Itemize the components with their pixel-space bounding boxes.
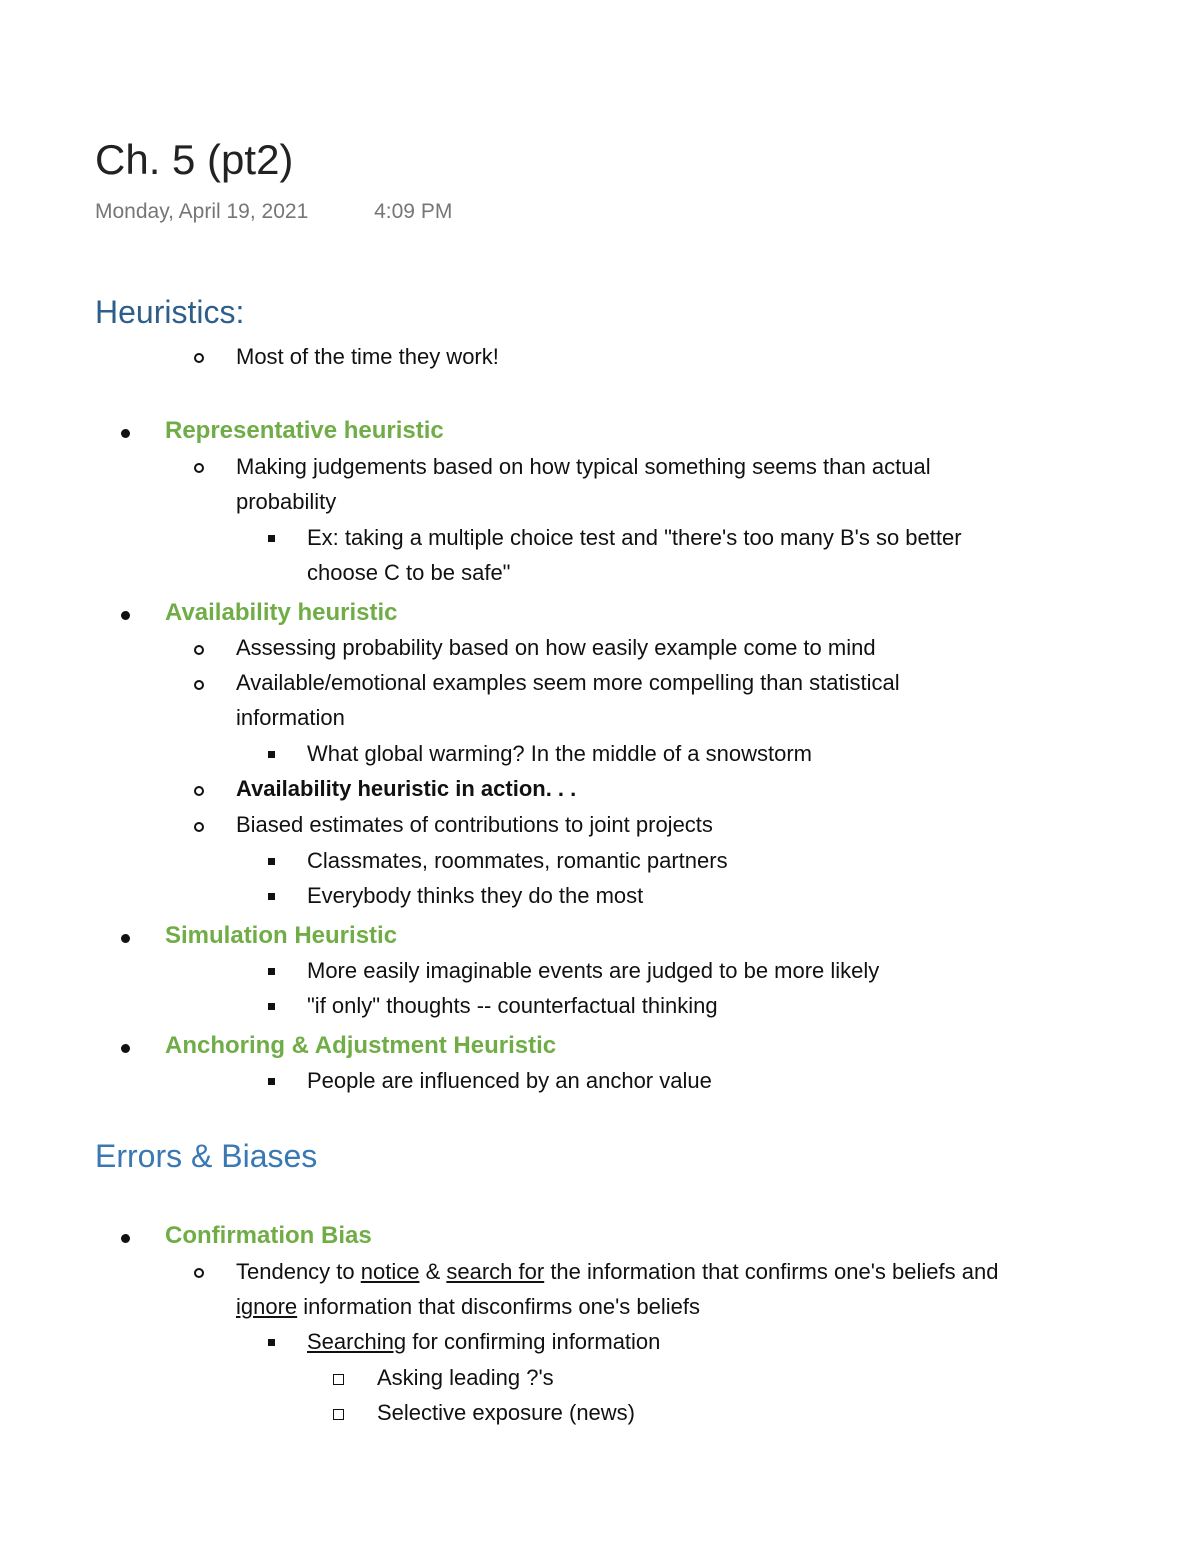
list-item: Making judgements based on how typical something seems than actual bbox=[236, 454, 931, 479]
list-item: Asking leading ?'s bbox=[377, 1365, 554, 1390]
text-segment: & bbox=[419, 1259, 447, 1284]
square-bullet-icon bbox=[268, 893, 275, 900]
heading-anchoring: Anchoring & Adjustment Heuristic bbox=[165, 1032, 557, 1059]
list-item: probability bbox=[236, 489, 337, 514]
list-item: Selective exposure (news) bbox=[377, 1400, 636, 1425]
square-bullet-icon bbox=[268, 1339, 275, 1346]
list-item: Availability heuristic in action. . . bbox=[236, 776, 577, 801]
list-item bbox=[307, 1327, 660, 1357]
heading-availability: Availability heuristic bbox=[165, 599, 398, 626]
circle-bullet-icon bbox=[194, 680, 204, 690]
list-item: Most of the time they work! bbox=[236, 344, 499, 369]
list-item: Classmates, roommates, romantic partners bbox=[307, 848, 728, 873]
heading-confirmation-bias: Confirmation Bias bbox=[165, 1222, 372, 1249]
bullet-icon bbox=[121, 611, 130, 620]
heading-errors-biases: Errors & Biases bbox=[95, 1138, 318, 1174]
square-bullet-icon bbox=[268, 1078, 275, 1085]
circle-bullet-icon bbox=[194, 1268, 204, 1278]
bullet-icon bbox=[121, 934, 130, 943]
square-bullet-icon bbox=[268, 751, 275, 758]
text-segment: for confirming information bbox=[406, 1329, 661, 1354]
list-item: What global warming? In the middle of a snowstorm bbox=[307, 741, 813, 766]
list-item: More easily imaginable events are judged to be more likely bbox=[307, 958, 880, 983]
cutoff-line bbox=[300, 1430, 600, 1436]
cutoff-text bbox=[300, 1430, 306, 1436]
underlined-text: notice bbox=[360, 1259, 420, 1284]
list-item: People are influenced by an anchor value bbox=[307, 1068, 712, 1093]
circle-bullet-icon bbox=[194, 353, 204, 363]
list-item: Everybody thinks they do the most bbox=[307, 883, 644, 908]
hollow-square-bullet-icon bbox=[333, 1374, 344, 1385]
square-bullet-icon bbox=[268, 1003, 275, 1010]
square-bullet-icon bbox=[268, 858, 275, 865]
list-item bbox=[236, 1257, 998, 1287]
page-title: Ch. 5 (pt2) bbox=[95, 136, 294, 183]
list-item: choose C to be safe" bbox=[307, 560, 511, 585]
list-item: Available/emotional examples seem more compelling than statistical bbox=[236, 670, 900, 695]
list-item: Biased estimates of contributions to joint projects bbox=[236, 812, 713, 837]
bullet-icon bbox=[121, 1044, 130, 1053]
circle-bullet-icon bbox=[194, 822, 204, 832]
page-meta bbox=[95, 200, 452, 224]
underlined-text: ignore bbox=[236, 1294, 298, 1319]
circle-bullet-icon bbox=[194, 786, 204, 796]
underlined-text: search for bbox=[446, 1259, 545, 1284]
hollow-square-bullet-icon bbox=[333, 1409, 344, 1420]
underlined-text: Searching bbox=[307, 1329, 407, 1354]
circle-bullet-icon bbox=[194, 463, 204, 473]
text-segment: Tendency to bbox=[236, 1259, 361, 1284]
page-time: 4:09 PM bbox=[374, 200, 453, 223]
list-item: Ex: taking a multiple choice test and "there's too many B's so better bbox=[307, 525, 962, 550]
bullet-icon bbox=[121, 1234, 130, 1243]
bullet-icon bbox=[121, 429, 130, 438]
list-item: information bbox=[236, 705, 345, 730]
list-item: "if only" thoughts -- counterfactual thinking bbox=[307, 993, 718, 1018]
text-segment: the information that confirms one's beliefs and bbox=[544, 1259, 999, 1284]
list-item: Assessing probability based on how easily example come to mind bbox=[236, 635, 876, 660]
page-date: Monday, April 19, 2021 bbox=[95, 200, 309, 223]
heading-heuristics: Heuristics: bbox=[95, 294, 245, 330]
square-bullet-icon bbox=[268, 535, 275, 542]
square-bullet-icon bbox=[268, 968, 275, 975]
text-segment: information that disconfirms one's beliefs bbox=[297, 1294, 700, 1319]
circle-bullet-icon bbox=[194, 645, 204, 655]
list-item bbox=[236, 1292, 700, 1322]
heading-simulation: Simulation Heuristic bbox=[165, 922, 398, 949]
heading-representative: Representative heuristic bbox=[165, 417, 444, 444]
